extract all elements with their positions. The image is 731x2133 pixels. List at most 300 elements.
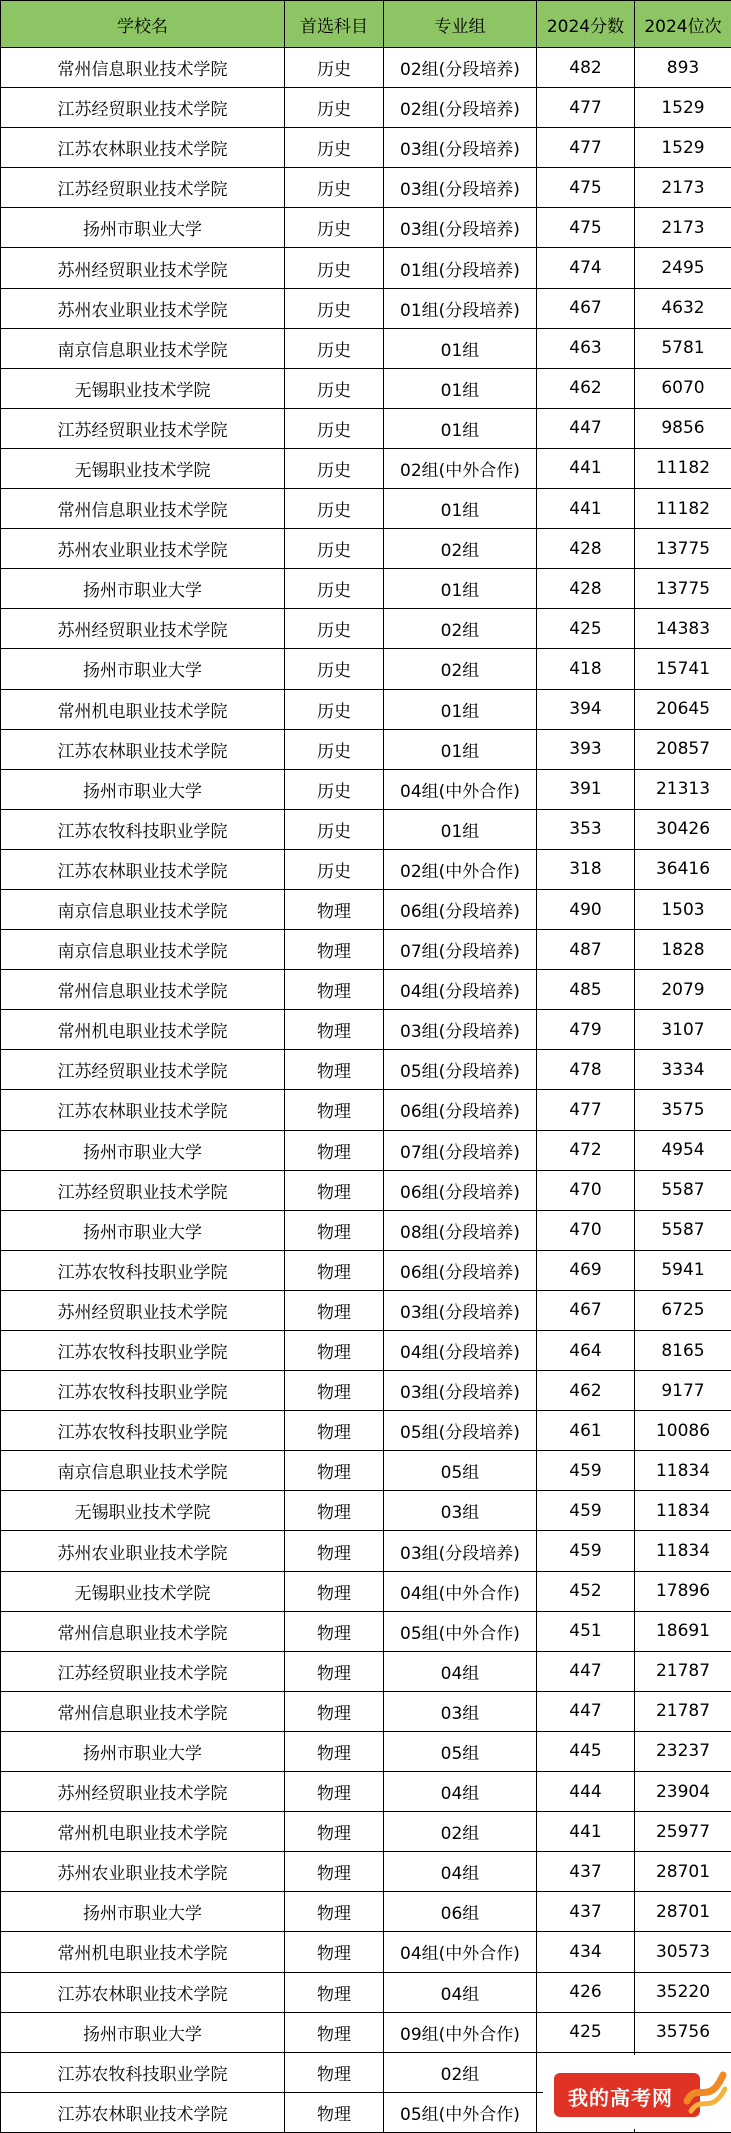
cell-school: 常州机电职业技术学院 — [1, 1932, 285, 1972]
cell-rank: 5587 — [635, 1170, 731, 1210]
cell-rank: 23904 — [635, 1772, 731, 1812]
cell-rank: 11834 — [635, 1531, 731, 1571]
cell-group: 02组(分段培养) — [384, 88, 537, 128]
table-row — [1, 529, 731, 569]
cell-group: 01组 — [384, 809, 537, 849]
cell-group: 09组(中外合作) — [384, 2012, 537, 2052]
cell-school: 常州机电职业技术学院 — [1, 1812, 285, 1852]
table-row — [1, 1651, 731, 1691]
table-row — [1, 1371, 731, 1411]
cell-school: 扬州市职业大学 — [1, 2012, 285, 2052]
cell-subject: 物理 — [285, 889, 384, 929]
cell-school: 江苏农林职业技术学院 — [1, 729, 285, 769]
cell-score: 459 — [537, 1491, 635, 1531]
cell-rank: 1529 — [635, 88, 731, 128]
cell-group: 04组(中外合作) — [384, 769, 537, 809]
cell-rank: 1828 — [635, 930, 731, 970]
cell-rank: 6725 — [635, 1290, 731, 1330]
table-row — [1, 1731, 731, 1771]
cell-subject: 物理 — [285, 1090, 384, 1130]
cell-group: 07组(分段培养) — [384, 930, 537, 970]
cell-school: 苏州农业职业技术学院 — [1, 1852, 285, 1892]
cell-subject: 物理 — [285, 1290, 384, 1330]
cell-rank: 893 — [635, 48, 731, 88]
cell-score: 477 — [537, 1090, 635, 1130]
header-school: 学校名 — [1, 1, 285, 48]
cell-score: 441 — [537, 1812, 635, 1852]
table-row — [1, 1531, 731, 1571]
cell-school: 无锡职业技术学院 — [1, 448, 285, 488]
wave-icon — [683, 2061, 727, 2117]
cell-subject: 历史 — [285, 569, 384, 609]
cell-school: 江苏农林职业技术学院 — [1, 2092, 285, 2132]
cell-school: 江苏经贸职业技术学院 — [1, 1651, 285, 1691]
cell-school: 苏州经贸职业技术学院 — [1, 609, 285, 649]
table-row — [1, 1691, 731, 1731]
cell-rank: 20645 — [635, 689, 731, 729]
cell-subject: 历史 — [285, 809, 384, 849]
cell-school: 江苏农牧科技职业学院 — [1, 1411, 285, 1451]
cell-subject: 物理 — [285, 1852, 384, 1892]
cell-subject: 物理 — [285, 1170, 384, 1210]
cell-rank: 5781 — [635, 328, 731, 368]
header-group: 专业组 — [384, 1, 537, 48]
cell-group: 01组 — [384, 569, 537, 609]
cell-subject: 物理 — [285, 1371, 384, 1411]
cell-group: 03组 — [384, 1691, 537, 1731]
cell-group: 01组 — [384, 729, 537, 769]
cell-score: 425 — [537, 609, 635, 649]
cell-group: 05组(中外合作) — [384, 2092, 537, 2132]
cell-score: 467 — [537, 288, 635, 328]
cell-subject: 物理 — [285, 1331, 384, 1371]
cell-score: 426 — [537, 1972, 635, 2012]
cell-rank: 9177 — [635, 1371, 731, 1411]
cell-score: 394 — [537, 689, 635, 729]
cell-rank: 8165 — [635, 1331, 731, 1371]
cell-rank: 1503 — [635, 889, 731, 929]
cell-group: 01组 — [384, 368, 537, 408]
cell-group: 01组(分段培养) — [384, 288, 537, 328]
cell-school: 扬州市职业大学 — [1, 569, 285, 609]
cell-school: 常州信息职业技术学院 — [1, 48, 285, 88]
cell-school: 苏州农业职业技术学院 — [1, 529, 285, 569]
cell-group: 01组(分段培养) — [384, 248, 537, 288]
cell-subject: 历史 — [285, 48, 384, 88]
cell-subject: 物理 — [285, 1772, 384, 1812]
cell-school: 江苏经贸职业技术学院 — [1, 408, 285, 448]
cell-school: 江苏农牧科技职业学院 — [1, 1331, 285, 1371]
cell-group: 01组 — [384, 489, 537, 529]
cell-subject: 历史 — [285, 489, 384, 529]
cell-subject: 物理 — [285, 1892, 384, 1932]
cell-school: 南京信息职业技术学院 — [1, 1451, 285, 1491]
cell-score: 463 — [537, 328, 635, 368]
cell-subject: 历史 — [285, 729, 384, 769]
cell-score: 477 — [537, 128, 635, 168]
cell-group: 04组 — [384, 1772, 537, 1812]
cell-score: 441 — [537, 489, 635, 529]
cell-subject: 物理 — [285, 970, 384, 1010]
cell-score: 467 — [537, 1290, 635, 1330]
header-rank: 2024位次 — [635, 1, 731, 48]
table-row — [1, 448, 731, 488]
cell-school: 江苏农林职业技术学院 — [1, 1090, 285, 1130]
cell-group: 08组(分段培养) — [384, 1210, 537, 1250]
table-row — [1, 248, 731, 288]
cell-subject: 物理 — [285, 1491, 384, 1531]
cell-group: 06组(分段培养) — [384, 1170, 537, 1210]
cell-school: 苏州农业职业技术学院 — [1, 288, 285, 328]
cell-score: 393 — [537, 729, 635, 769]
cell-group: 03组(分段培养) — [384, 1010, 537, 1050]
cell-subject: 历史 — [285, 689, 384, 729]
table-row — [1, 1892, 731, 1932]
cell-group: 06组(分段培养) — [384, 1090, 537, 1130]
cell-score: 425 — [537, 2012, 635, 2052]
cell-score: 437 — [537, 1852, 635, 1892]
cell-group: 05组(分段培养) — [384, 1411, 537, 1451]
cell-score: 464 — [537, 1331, 635, 1371]
cell-score: 428 — [537, 569, 635, 609]
cell-group: 06组 — [384, 1892, 537, 1932]
cell-subject: 物理 — [285, 1130, 384, 1170]
cell-score: 482 — [537, 48, 635, 88]
cell-score: 447 — [537, 408, 635, 448]
table-row — [1, 368, 731, 408]
cell-score: 451 — [537, 1611, 635, 1651]
logo-badge — [554, 2073, 700, 2117]
cell-rank: 11182 — [635, 489, 731, 529]
cell-subject: 物理 — [285, 2012, 384, 2052]
table-row — [1, 1451, 731, 1491]
cell-school: 江苏农林职业技术学院 — [1, 849, 285, 889]
cell-rank: 17896 — [635, 1571, 731, 1611]
cell-rank: 3334 — [635, 1050, 731, 1090]
cell-subject: 物理 — [285, 2052, 384, 2092]
table-row — [1, 1972, 731, 2012]
cell-group: 06组(分段培养) — [384, 889, 537, 929]
cell-subject: 历史 — [285, 769, 384, 809]
cell-score: 318 — [537, 849, 635, 889]
table-row — [1, 408, 731, 448]
cell-school: 常州机电职业技术学院 — [1, 1010, 285, 1050]
table-row — [1, 168, 731, 208]
cell-rank: 35756 — [635, 2012, 731, 2052]
cell-rank: 14383 — [635, 609, 731, 649]
table-row — [1, 1411, 731, 1451]
cell-rank: 5941 — [635, 1250, 731, 1290]
table-row — [1, 48, 731, 88]
cell-score: 441 — [537, 448, 635, 488]
cell-group: 02组(中外合作) — [384, 849, 537, 889]
cell-score: 472 — [537, 1130, 635, 1170]
cell-school: 江苏农牧科技职业学院 — [1, 809, 285, 849]
cell-score: 391 — [537, 769, 635, 809]
cell-score: 470 — [537, 1170, 635, 1210]
cell-group: 03组(分段培养) — [384, 1371, 537, 1411]
table-row — [1, 729, 731, 769]
cell-group: 02组(分段培养) — [384, 48, 537, 88]
cell-group: 03组(分段培养) — [384, 1531, 537, 1571]
table-row — [1, 689, 731, 729]
cell-group: 03组 — [384, 1491, 537, 1531]
cell-rank: 21787 — [635, 1691, 731, 1731]
cell-score: 469 — [537, 1250, 635, 1290]
cell-subject: 物理 — [285, 1451, 384, 1491]
cell-group: 05组(分段培养) — [384, 1050, 537, 1090]
table-row — [1, 769, 731, 809]
cell-school: 常州机电职业技术学院 — [1, 689, 285, 729]
cell-group: 01组 — [384, 408, 537, 448]
cell-subject: 物理 — [285, 1611, 384, 1651]
cell-school: 苏州经贸职业技术学院 — [1, 1290, 285, 1330]
cell-score: 418 — [537, 649, 635, 689]
cell-group: 02组 — [384, 2052, 537, 2092]
cell-school: 常州信息职业技术学院 — [1, 1691, 285, 1731]
cell-score: 437 — [537, 1892, 635, 1932]
cell-group: 07组(分段培养) — [384, 1130, 537, 1170]
table-row — [1, 1090, 731, 1130]
table-row — [1, 489, 731, 529]
cell-school: 苏州经贸职业技术学院 — [1, 248, 285, 288]
cell-school: 扬州市职业大学 — [1, 769, 285, 809]
table-row — [1, 208, 731, 248]
cell-rank: 36416 — [635, 849, 731, 889]
cell-rank: 9856 — [635, 408, 731, 448]
cell-school: 江苏农牧科技职业学院 — [1, 2052, 285, 2092]
cell-group: 05组(中外合作) — [384, 1611, 537, 1651]
cell-school: 常州信息职业技术学院 — [1, 489, 285, 529]
cell-score: 452 — [537, 1571, 635, 1611]
cell-rank: 2495 — [635, 248, 731, 288]
table-row — [1, 1571, 731, 1611]
cell-group: 02组 — [384, 609, 537, 649]
cell-score: 470 — [537, 1210, 635, 1250]
cell-school: 扬州市职业大学 — [1, 1210, 285, 1250]
cell-school: 江苏农牧科技职业学院 — [1, 1371, 285, 1411]
cell-group: 04组 — [384, 1972, 537, 2012]
cell-group: 03组(分段培养) — [384, 208, 537, 248]
cell-subject: 物理 — [285, 1010, 384, 1050]
cell-school: 南京信息职业技术学院 — [1, 889, 285, 929]
cell-group: 03组(分段培养) — [384, 1290, 537, 1330]
cell-rank: 2079 — [635, 970, 731, 1010]
table-row — [1, 970, 731, 1010]
cell-subject: 历史 — [285, 328, 384, 368]
table-row — [1, 1050, 731, 1090]
cell-subject: 历史 — [285, 849, 384, 889]
cell-group: 04组(中外合作) — [384, 1571, 537, 1611]
cell-rank: 11834 — [635, 1491, 731, 1531]
table-header — [1, 1, 731, 48]
table-row — [1, 1010, 731, 1050]
cell-subject: 物理 — [285, 1210, 384, 1250]
logo-text: 我的高考网 — [568, 2082, 673, 2111]
cell-group: 05组 — [384, 1731, 537, 1771]
cell-subject: 物理 — [285, 1932, 384, 1972]
cell-subject: 物理 — [285, 930, 384, 970]
cell-subject: 物理 — [285, 1651, 384, 1691]
cell-school: 江苏经贸职业技术学院 — [1, 1170, 285, 1210]
cell-score: 444 — [537, 1772, 635, 1812]
cell-subject: 历史 — [285, 248, 384, 288]
cell-score: 477 — [537, 88, 635, 128]
cell-rank: 21313 — [635, 769, 731, 809]
cell-rank: 10086 — [635, 1411, 731, 1451]
cell-rank: 23237 — [635, 1731, 731, 1771]
table-row — [1, 809, 731, 849]
cell-group: 04组 — [384, 1651, 537, 1691]
table-row — [1, 328, 731, 368]
cell-subject: 物理 — [285, 1531, 384, 1571]
table-row — [1, 88, 731, 128]
cell-rank: 2173 — [635, 208, 731, 248]
cell-score: 474 — [537, 248, 635, 288]
cell-score: 428 — [537, 529, 635, 569]
cell-subject: 历史 — [285, 529, 384, 569]
cell-subject: 历史 — [285, 128, 384, 168]
header-score: 2024分数 — [537, 1, 635, 48]
cell-subject: 历史 — [285, 649, 384, 689]
cell-score: 490 — [537, 889, 635, 929]
cell-rank: 4954 — [635, 1130, 731, 1170]
cell-rank: 11182 — [635, 448, 731, 488]
cell-score: 353 — [537, 809, 635, 849]
cell-score: 434 — [537, 1932, 635, 1972]
cell-school: 扬州市职业大学 — [1, 1130, 285, 1170]
cell-score: 461 — [537, 1411, 635, 1451]
table-row — [1, 1170, 731, 1210]
cell-rank: 25977 — [635, 1812, 731, 1852]
cell-rank: 5587 — [635, 1210, 731, 1250]
cell-rank: 13775 — [635, 569, 731, 609]
cell-school: 南京信息职业技术学院 — [1, 930, 285, 970]
cell-rank: 15741 — [635, 649, 731, 689]
cell-group: 04组(分段培养) — [384, 970, 537, 1010]
table-row — [1, 1611, 731, 1651]
cell-subject: 物理 — [285, 1571, 384, 1611]
cell-score: 478 — [537, 1050, 635, 1090]
cell-group: 04组(中外合作) — [384, 1932, 537, 1972]
cell-score: 447 — [537, 1651, 635, 1691]
cell-school: 江苏农牧科技职业学院 — [1, 1250, 285, 1290]
cell-school: 南京信息职业技术学院 — [1, 328, 285, 368]
cell-subject: 历史 — [285, 168, 384, 208]
table-body — [1, 48, 731, 2133]
cell-group: 03组(分段培养) — [384, 168, 537, 208]
cell-rank: 20857 — [635, 729, 731, 769]
cell-rank: 28701 — [635, 1892, 731, 1932]
cell-school: 江苏经贸职业技术学院 — [1, 1050, 285, 1090]
cell-rank: 3107 — [635, 1010, 731, 1050]
cell-school: 无锡职业技术学院 — [1, 1491, 285, 1531]
cell-group: 04组 — [384, 1852, 537, 1892]
table-row — [1, 1491, 731, 1531]
table-row — [1, 1852, 731, 1892]
cell-school: 江苏农林职业技术学院 — [1, 128, 285, 168]
table-row — [1, 1331, 731, 1371]
table-row — [1, 1210, 731, 1250]
cell-school: 苏州经贸职业技术学院 — [1, 1772, 285, 1812]
cell-group: 02组 — [384, 649, 537, 689]
cell-score: 459 — [537, 1531, 635, 1571]
cell-subject: 物理 — [285, 1812, 384, 1852]
cell-school: 常州信息职业技术学院 — [1, 1611, 285, 1651]
cell-school: 扬州市职业大学 — [1, 208, 285, 248]
cell-score: 475 — [537, 168, 635, 208]
cell-school: 扬州市职业大学 — [1, 1892, 285, 1932]
header-row — [1, 1, 731, 48]
cell-school: 江苏农林职业技术学院 — [1, 1972, 285, 2012]
cell-score: 487 — [537, 930, 635, 970]
cell-rank: 35220 — [635, 1972, 731, 2012]
table-row — [1, 930, 731, 970]
cell-rank: 28701 — [635, 1852, 731, 1892]
table-row — [1, 569, 731, 609]
cell-school: 扬州市职业大学 — [1, 649, 285, 689]
cell-school: 常州信息职业技术学院 — [1, 970, 285, 1010]
cell-rank: 30426 — [635, 809, 731, 849]
cell-rank: 4632 — [635, 288, 731, 328]
cell-group: 04组(分段培养) — [384, 1331, 537, 1371]
cell-score: 462 — [537, 368, 635, 408]
site-logo — [543, 2055, 731, 2129]
cell-rank: 18691 — [635, 1611, 731, 1651]
cell-score: 485 — [537, 970, 635, 1010]
table-row — [1, 1130, 731, 1170]
cell-rank: 21787 — [635, 1651, 731, 1691]
cell-school: 扬州市职业大学 — [1, 1731, 285, 1771]
cell-group: 02组 — [384, 1812, 537, 1852]
cell-group: 01组 — [384, 689, 537, 729]
cell-score: 445 — [537, 1731, 635, 1771]
table-row — [1, 288, 731, 328]
cell-rank: 11834 — [635, 1451, 731, 1491]
cell-group: 01组 — [384, 328, 537, 368]
cell-rank: 30573 — [635, 1932, 731, 1972]
cell-subject: 历史 — [285, 609, 384, 649]
cell-subject: 物理 — [285, 1691, 384, 1731]
cell-subject: 物理 — [285, 1250, 384, 1290]
cell-rank: 13775 — [635, 529, 731, 569]
cell-school: 苏州农业职业技术学院 — [1, 1531, 285, 1571]
cell-score: 475 — [537, 208, 635, 248]
cell-school: 无锡职业技术学院 — [1, 1571, 285, 1611]
cell-group: 06组(分段培养) — [384, 1250, 537, 1290]
cell-subject: 物理 — [285, 1411, 384, 1451]
table-row — [1, 1772, 731, 1812]
cell-subject: 物理 — [285, 1050, 384, 1090]
table-row — [1, 649, 731, 689]
cell-subject: 历史 — [285, 208, 384, 248]
cell-subject: 历史 — [285, 368, 384, 408]
cell-score: 447 — [537, 1691, 635, 1731]
cell-rank: 1529 — [635, 128, 731, 168]
cell-subject: 历史 — [285, 88, 384, 128]
table-row — [1, 849, 731, 889]
cell-rank: 6070 — [635, 368, 731, 408]
cell-rank: 2173 — [635, 168, 731, 208]
cell-group: 02组(中外合作) — [384, 448, 537, 488]
cell-rank: 3575 — [635, 1090, 731, 1130]
cell-subject: 物理 — [285, 1972, 384, 2012]
cell-school: 无锡职业技术学院 — [1, 368, 285, 408]
table-row — [1, 1290, 731, 1330]
table-row — [1, 2012, 731, 2052]
cell-subject: 历史 — [285, 448, 384, 488]
cell-score: 459 — [537, 1451, 635, 1491]
